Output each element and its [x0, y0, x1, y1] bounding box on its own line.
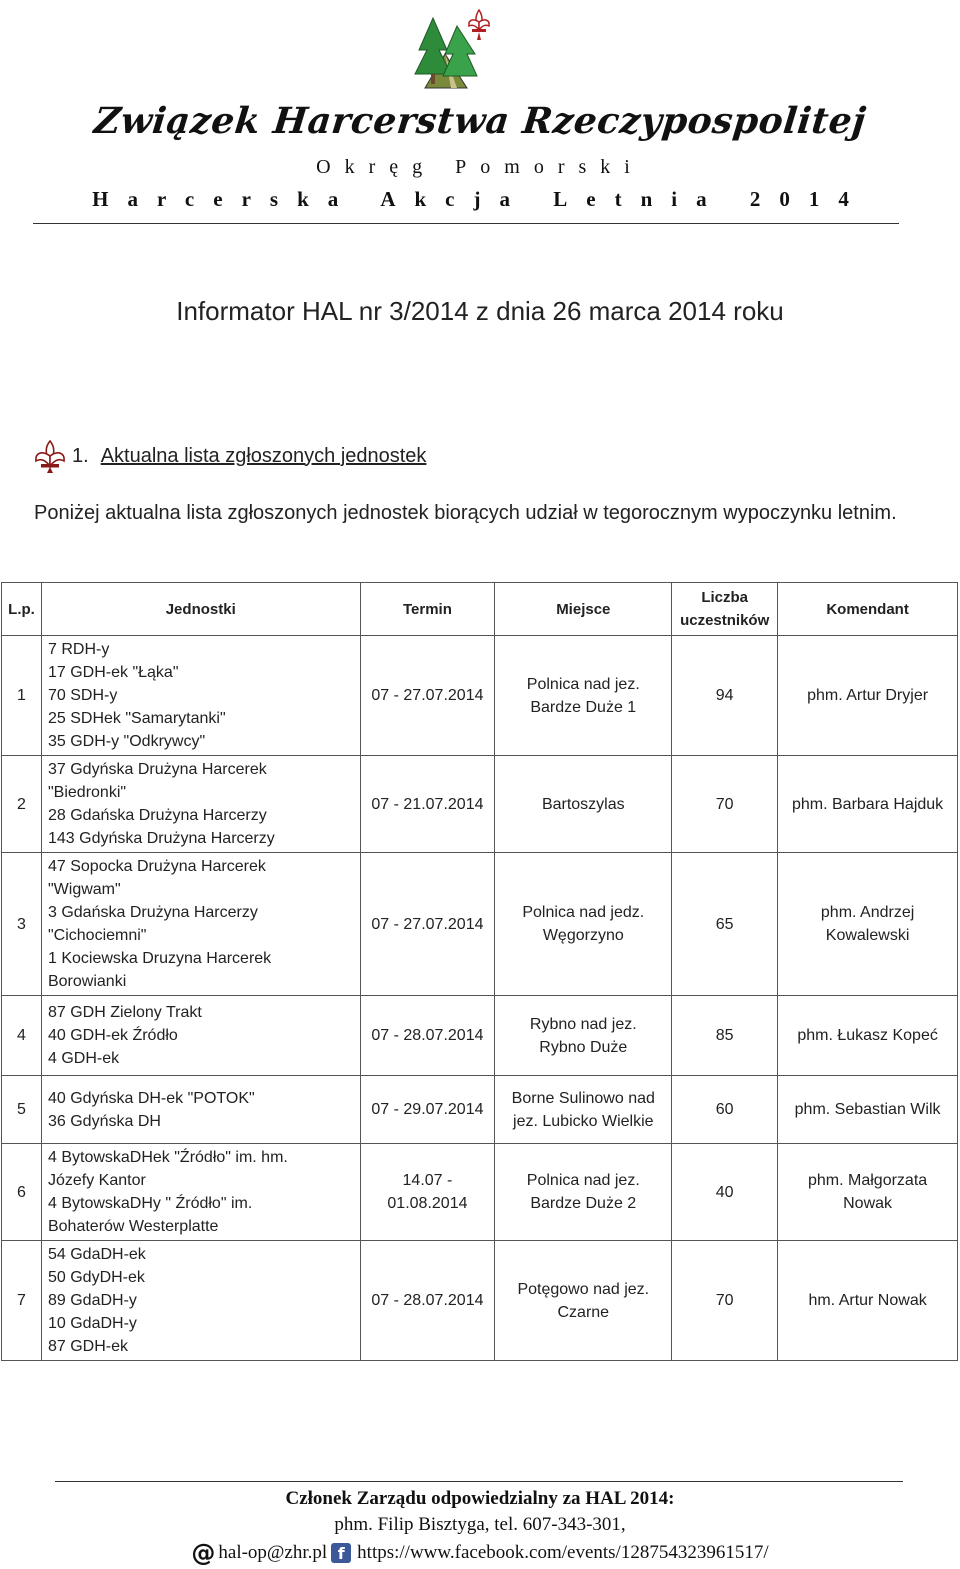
cell-units-line: 4 BytowskaDHek "Źródło" im. hm. — [47, 1149, 288, 1166]
cell-place-line: Rybno Duże — [539, 1038, 628, 1056]
header-count — [672, 583, 778, 636]
header-place: Miejsce — [495, 583, 672, 636]
cell-place-line: Polnica nad jez. — [526, 675, 640, 693]
footer-contact-title: Członek Zarządu odpowiedzialny za HAL 2014: — [285, 1488, 675, 1509]
cell-count: 60 — [672, 1076, 778, 1144]
cell-units-line: "Wigwam" — [47, 881, 121, 898]
cell-term — [360, 1144, 495, 1241]
cell-place — [495, 636, 672, 756]
cell-place-line: Borne Sulinowo nad — [511, 1089, 655, 1107]
zhr-logo-icon — [405, 4, 497, 90]
table-row — [2, 1144, 958, 1241]
section-heading — [32, 438, 426, 474]
cell-term-line: 07 - 27.07.2014 — [371, 687, 484, 704]
cell-place-line: Bardze Duże 1 — [530, 698, 637, 716]
intro-paragraph: Poniżej aktualna lista zgłoszonych jednostek biorących udział w tegorocznym wypoczynku letnim. — [34, 502, 897, 524]
cell-term-line: 07 - 29.07.2014 — [371, 1101, 484, 1118]
table-header-row — [2, 583, 958, 636]
cell-lp: 6 — [2, 1144, 42, 1241]
cell-units-line: "Cichociemni" — [47, 927, 147, 944]
cell-units-line: 87 GDH Zielony Trakt — [47, 1004, 202, 1021]
cell-term — [360, 756, 495, 853]
cell-count: 70 — [672, 756, 778, 853]
cell-lp: 5 — [2, 1076, 42, 1144]
cell-count: 65 — [672, 853, 778, 996]
cell-units-line: 37 Gdyńska Drużyna Harcerek — [47, 761, 267, 778]
cell-commander-line: Nowak — [843, 1195, 893, 1212]
cell-units — [41, 1144, 360, 1241]
cell-units-line: 10 GdaDH-y — [47, 1315, 137, 1332]
cell-place-line: Rybno nad jez. — [529, 1015, 637, 1033]
cell-commander-line: phm. Łukasz Kopeć — [797, 1027, 938, 1044]
cell-commander-line: hm. Artur Nowak — [808, 1292, 927, 1309]
cell-term — [360, 1241, 495, 1361]
cell-place — [495, 756, 672, 853]
cell-units-line: 1 Kociewska Druzyna Harcerek — [47, 950, 272, 967]
cell-units-line: 40 GDH-ek Źródło — [47, 1027, 178, 1044]
cell-place — [495, 1241, 672, 1361]
footer-divider — [55, 1481, 903, 1482]
table-row — [2, 853, 958, 996]
cell-units-line: 7 RDH-y — [47, 641, 110, 658]
facebook-link[interactable]: https://www.facebook.com/events/128754323961517/ — [357, 1542, 769, 1563]
cell-term-line: 14.07 - — [402, 1172, 453, 1189]
cell-term — [360, 636, 495, 756]
cell-units-line: 17 GDH-ek "Łąka" — [47, 664, 179, 681]
cell-units-line: 47 Sopocka Drużyna Harcerek — [47, 858, 266, 875]
cell-units-line: 87 GDH-ek — [47, 1338, 129, 1355]
cell-units-line: 28 Gdańska Drużyna Harcerzy — [47, 807, 267, 824]
cell-units-line: 70 SDH-y — [47, 687, 118, 704]
cell-term-line: 01.08.2014 — [387, 1195, 468, 1212]
email-link[interactable]: hal-op@zhr.pl — [218, 1542, 328, 1563]
cell-units-line: 3 Gdańska Drużyna Harcerzy — [47, 904, 258, 921]
cell-units-line: Bohaterów Westerplatte — [47, 1218, 219, 1235]
footer-contact-person: phm. Filip Bisztyga, tel. 607-343-301, — [334, 1514, 626, 1535]
table-body — [2, 636, 958, 1361]
units-table — [1, 582, 958, 1361]
cell-term — [360, 996, 495, 1076]
cell-place-line: Potęgowo nad jez. — [517, 1280, 650, 1298]
cell-term — [360, 853, 495, 996]
cell-place-line: Polnica nad jedz. — [522, 904, 645, 921]
cell-term-line: 07 - 27.07.2014 — [371, 915, 484, 933]
email-icon: @ — [191, 1539, 216, 1567]
cell-lp: 2 — [2, 756, 42, 853]
cell-commander — [778, 1241, 958, 1361]
action-name: Harcerska Akcja Letnia 2014 — [92, 187, 868, 211]
cell-commander — [778, 1144, 958, 1241]
header-lp: L.p. — [2, 583, 42, 636]
table-row — [2, 1241, 958, 1361]
cell-units — [41, 1076, 360, 1144]
cell-units — [41, 756, 360, 853]
cell-place-line: Bartoszylas — [541, 795, 625, 813]
org-name: Związek Harcerstwa Rzeczypospolitej — [92, 100, 868, 142]
cell-units-line: 25 SDHek "Samarytanki" — [47, 710, 226, 727]
cell-place-line: Bardze Duże 2 — [530, 1195, 637, 1212]
cell-units-line: Borowianki — [47, 973, 127, 990]
header-units: Jednostki — [41, 583, 360, 636]
footer-links — [0, 1539, 960, 1567]
header-divider — [33, 223, 899, 224]
cell-place — [495, 853, 672, 996]
table-row — [2, 756, 958, 853]
cell-units-line: 4 BytowskaDHy " Źródło" im. — [47, 1195, 253, 1212]
cell-place-line: Czarne — [557, 1303, 610, 1321]
cell-units-line: Józefy Kantor — [47, 1172, 146, 1189]
page-title: Informator HAL nr 3/2014 z dnia 26 marca 2014 roku — [176, 296, 784, 326]
cell-place-line: Węgorzyno — [542, 927, 624, 944]
table-row — [2, 636, 958, 756]
cell-commander — [778, 996, 958, 1076]
cell-term — [360, 1076, 495, 1144]
cell-units — [41, 996, 360, 1076]
cell-commander — [778, 636, 958, 756]
header-count-line-2: uczestników — [680, 612, 770, 629]
cell-commander-line: phm. Andrzej — [820, 904, 915, 921]
cell-units-line: 40 Gdyńska DH-ek "POTOK" — [47, 1089, 255, 1107]
cell-units — [41, 1241, 360, 1361]
cell-place — [495, 996, 672, 1076]
header-term: Termin — [360, 583, 495, 636]
cell-lp: 7 — [2, 1241, 42, 1361]
table-row — [2, 1076, 958, 1144]
header-count-line-1: Liczba — [701, 589, 749, 606]
cell-units-line: 36 Gdyńska DH — [47, 1112, 161, 1130]
table-row — [2, 996, 958, 1076]
cell-term-line: 07 - 21.07.2014 — [371, 795, 484, 813]
cell-lp: 1 — [2, 636, 42, 756]
cell-term-line: 07 - 28.07.2014 — [371, 1292, 484, 1309]
cell-units-line: 89 GdaDH-y — [47, 1292, 137, 1309]
cell-commander-line: Kowalewski — [825, 927, 910, 944]
cell-units-line: 35 GDH-y "Odkrywcy" — [47, 733, 206, 750]
cell-commander-line: phm. Małgorzata — [808, 1172, 928, 1189]
cell-units-line: 4 GDH-ek — [47, 1050, 120, 1067]
facebook-icon: f — [331, 1543, 351, 1563]
section-number: 1. — [72, 444, 89, 467]
cell-commander — [778, 1076, 958, 1144]
cell-place — [495, 1076, 672, 1144]
cell-commander — [778, 756, 958, 853]
district-name: Okręg Pomorski — [316, 156, 644, 178]
cell-lp: 3 — [2, 853, 42, 996]
cell-units-line: "Biedronki" — [47, 784, 127, 801]
cell-place — [495, 1144, 672, 1241]
cell-place-line: jez. Lubicko Wielkie — [513, 1112, 654, 1130]
cell-count: 85 — [672, 996, 778, 1076]
cell-commander-line: phm. Sebastian Wilk — [794, 1101, 941, 1118]
cell-count: 40 — [672, 1144, 778, 1241]
cell-units-line: 50 GdyDH-ek — [47, 1269, 145, 1286]
cell-count: 94 — [672, 636, 778, 756]
cell-commander-line: phm. Artur Dryjer — [807, 687, 929, 704]
header-commander: Komendant — [778, 583, 958, 636]
fleur-de-lis-icon — [32, 438, 68, 474]
cell-commander — [778, 853, 958, 996]
cell-units-line: 143 Gdyńska Drużyna Harcerzy — [47, 830, 275, 847]
cell-units-line: 54 GdaDH-ek — [47, 1246, 146, 1263]
cell-place-line: Polnica nad jez. — [526, 1172, 640, 1189]
cell-units — [41, 636, 360, 756]
cell-lp: 4 — [2, 996, 42, 1076]
cell-term-line: 07 - 28.07.2014 — [371, 1027, 484, 1044]
cell-units — [41, 853, 360, 996]
cell-commander-line: phm. Barbara Hajduk — [791, 795, 944, 813]
cell-count: 70 — [672, 1241, 778, 1361]
section-title-link[interactable]: Aktualna lista zgłoszonych jednostek — [100, 444, 427, 467]
